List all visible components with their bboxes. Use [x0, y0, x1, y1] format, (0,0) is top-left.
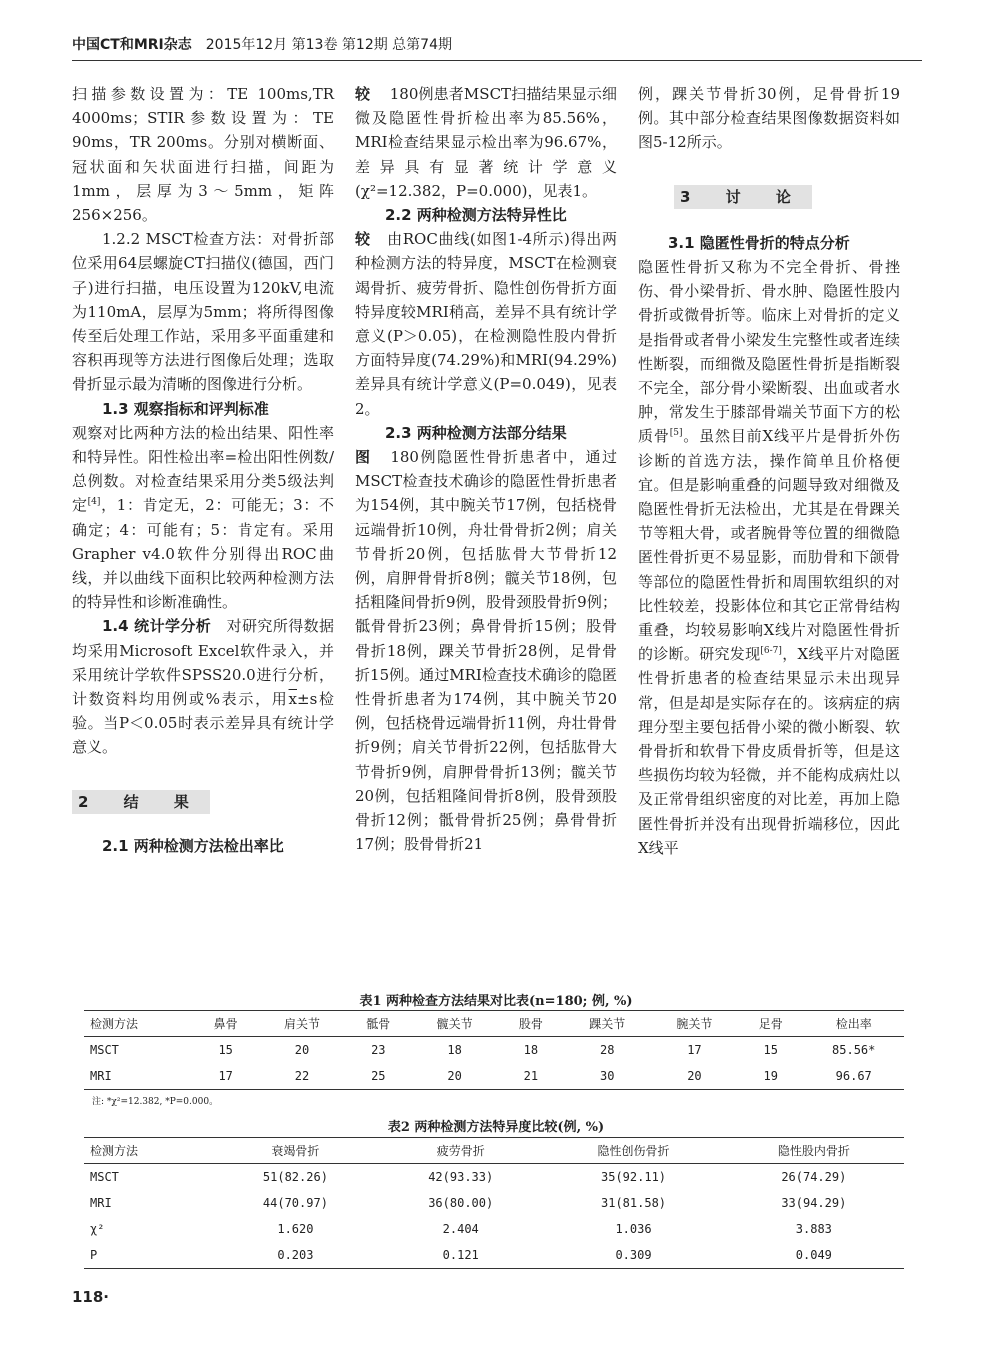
table1: [84, 1010, 904, 1090]
table-header: 鼻骨: [193, 1011, 258, 1037]
table-row: MSCT 15 20 23 18 18 28 17 15 85.56*: [90, 1043, 876, 1057]
table-header: 隐性股内骨折: [724, 1138, 904, 1164]
header-rule: [72, 60, 922, 61]
page-number: 118·: [72, 1288, 110, 1306]
paragraph: 例，踝关节骨折30例，足骨骨折19例。其中部分检查结果图像数据资料如图5-12所示。: [638, 85, 900, 152]
table1-note: 注: *χ²=12.382, *P=0.000。: [92, 1097, 219, 1107]
paragraph: 扫描参数设置为：TE 100ms,TR 4000ms；STIR参数设置为：TE 90ms，TR 200ms。分别对横断面、冠状面和矢状面进行扫描，间距为1mm，层厚为3～5mm，矩阵256×256。: [72, 85, 334, 225]
table-header: 检出率: [803, 1011, 904, 1037]
column-2: [355, 82, 617, 857]
subsection-heading: 2.1 两种检测方法检出率比: [102, 836, 284, 855]
table-row: MRI 44(70.97) 36(80.00) 31(81.58) 33(94.29): [90, 1196, 847, 1210]
table2: [84, 1137, 904, 1269]
citation: [4]: [87, 497, 101, 508]
xbar: $\overline{x}$: [288, 690, 297, 709]
citation: [5]: [669, 428, 683, 439]
column-1: [72, 82, 334, 858]
table-row: χ² 1.620 2.404 1.036 3.883: [90, 1222, 832, 1236]
table-header: 腕关节: [651, 1011, 738, 1037]
paragraph: 较 180例患者MSCT扫描结果显示细微及隐匿性骨折检出率为85.56%，MRI检查结果显示检出率为96.67%，差异具有显著统计学意义(χ²=12.382，P=0.000)，见表1。: [355, 85, 617, 200]
table1-caption: 表1 两种检查方法结果对比表(n=180; 例, %): [359, 994, 633, 1009]
paragraph: 隐匿性骨折又称为不完全骨折、骨挫伤、骨小梁骨折、骨水肿、隐匿性股内骨折或微骨折等。临床上对骨折的定义是指骨或者骨小梁发生完整性或者连续性断裂，而细微及隐匿性骨折是指断裂不完全，部分骨小梁断裂、出血或者水肿，常发生于膝部骨端关节面下方的松质骨[5]。虽然目前X线平片是骨折外伤诊断的首选方法，操作简单且价格便宜。但是影响重叠的问题导致对细微及隐匿性骨折无法检出，尤其是在骨踝关节等粗大骨，或者腕骨等位置的细微隐匿性骨折更不易显影，而肋骨和下颌骨等部位的隐匿性骨折和周围软组织的对比性较差，投影体位和其它正常骨结构重叠，均较易影响X线片对隐匿性骨折的诊断。研究发现[6-7]，X线平片对隐匿性骨折患者的检查结果显示未出现异常，但是却是实际存在的。该病症的病理分型主要包括骨小梁的微小断裂、软骨骨折和软骨下骨皮质骨折等，但是这些损伤均较为轻微，并不能构成病灶以及正常骨组织密度的对比差，再加上隐匿性骨折并没有出现骨折端移位，因此X线平: [638, 258, 900, 857]
subsection-heading: 2.2 两种检测方法特异性比: [385, 206, 567, 225]
table-row: MSCT 51(82.26) 42(93.33) 35(92.11) 26(74.29): [90, 1170, 847, 1184]
table-header: 骶骨: [346, 1011, 411, 1037]
paragraph: 图 180例隐匿性骨折患者中，通过MSCT检查技术确诊的隐匿性骨折患者为154例，其中腕关节17例，包括桡骨远端骨折10例，舟壮骨骨折2例；肩关节骨折20例，包括肱骨大节骨折12例，肩胛骨骨折8例；髋关节18例，包括粗隆间骨折9例，股骨颈股骨折9例；骶骨骨折23例；鼻骨骨折15例；股骨骨折18例，踝关节骨折28例，足骨骨折15例。通过MRI检查技术确诊的隐匿性骨折患者为174例，其中腕关节20例，包括桡骨远端骨折11例，舟壮骨骨折9例；肩关节骨折22例，包括肱骨大节骨折9例，肩胛骨骨折13例；髋关节20例，包括粗隆间骨折8例，股骨颈股骨折12例；骶骨骨折25例；鼻骨骨折17例；股骨骨折21: [355, 448, 617, 854]
issue-info: 2015年12月 第13卷 第12期 总第74期: [205, 37, 452, 53]
paragraph: 1.4 统计学分析 对研究所得数据均采用Microsoft Excel软件录入，并采用统计学软件SPSS20.0进行分析，计数资料均用例或%表示，用$\overline{x}\pm s$检验。当P＜0.05时表示差异具有统计学意义。: [72, 617, 334, 757]
journal-title: 中国CT和MRI杂志: [72, 37, 192, 53]
table-header: 股骨: [498, 1011, 563, 1037]
paragraph: 1.2.2 MSCT检查方法：对骨折部位采用64层螺旋CT扫描仪(德国，西门子)进行扫描，电压设置为120kV,电流为110mA，层厚为5mm；将所得图像传至后处理工作站，采用多平面重建和容积再现等方法进行图像后处理；选取骨折显示最为清晰的图像进行分析。: [72, 230, 334, 394]
table-header: 疲劳骨折: [378, 1138, 543, 1164]
table-header: 检测方法: [84, 1138, 213, 1164]
citation: [6-7]: [760, 646, 782, 657]
subsection-heading: 1.4 统计学分析: [102, 617, 212, 636]
paragraph: 观察对比两种方法的检出结果、阳性率和特异性。阳性检出率=检出阳性例数/总例数。对检查结果采用分类5级法判定[4]，1：肯定无，2：可能无；3：不确定；4：可能有；5：肯定有。采用Grapher v4.0软件分别得出ROC曲线，并以曲线下面积比较两种检测方法的特异性和诊断准确性。: [72, 423, 334, 612]
table2-caption: 表2 两种检测方法特异度比较(例, %): [387, 1120, 605, 1135]
subsection-heading: 3.1 隐匿性骨折的特点分析: [668, 233, 850, 252]
table-header: 检测方法: [84, 1011, 193, 1037]
running-header: [72, 34, 922, 54]
section-heading: 3 讨 论: [674, 185, 812, 209]
table-header: 隐性创伤骨折: [543, 1138, 723, 1164]
table-header: 肩关节: [258, 1011, 345, 1037]
subsection-heading: 2.3 两种检测方法部分结果: [385, 423, 567, 442]
table-row: P 0.203 0.121 0.309 0.049: [84, 1242, 904, 1269]
table-header: 衰竭骨折: [213, 1138, 378, 1164]
column-3: [638, 82, 900, 860]
table-header: 踝关节: [564, 1011, 651, 1037]
table-row: MRI 17 22 25 20 21 30 20 19 96.67: [84, 1063, 904, 1090]
paragraph: 较 由ROC曲线(如图1-4所示)得出两种检测方法的特异度，MSCT在检测衰竭骨折、疲劳骨折、隐性创伤骨折方面特异度较MRI稍高，差异不具有统计学意义(P＞0.05)，在检测隐性股内骨折方面特异度(74.29%)和MRI(94.29%)差异具有统计学意义(P=0.049)，见表2。: [355, 230, 617, 418]
table-header: 足骨: [738, 1011, 803, 1037]
section-heading: 2 结 果: [72, 790, 210, 814]
table-header: 髋关节: [411, 1011, 498, 1037]
subsection-heading: 1.3 观察指标和评判标准: [102, 399, 269, 418]
